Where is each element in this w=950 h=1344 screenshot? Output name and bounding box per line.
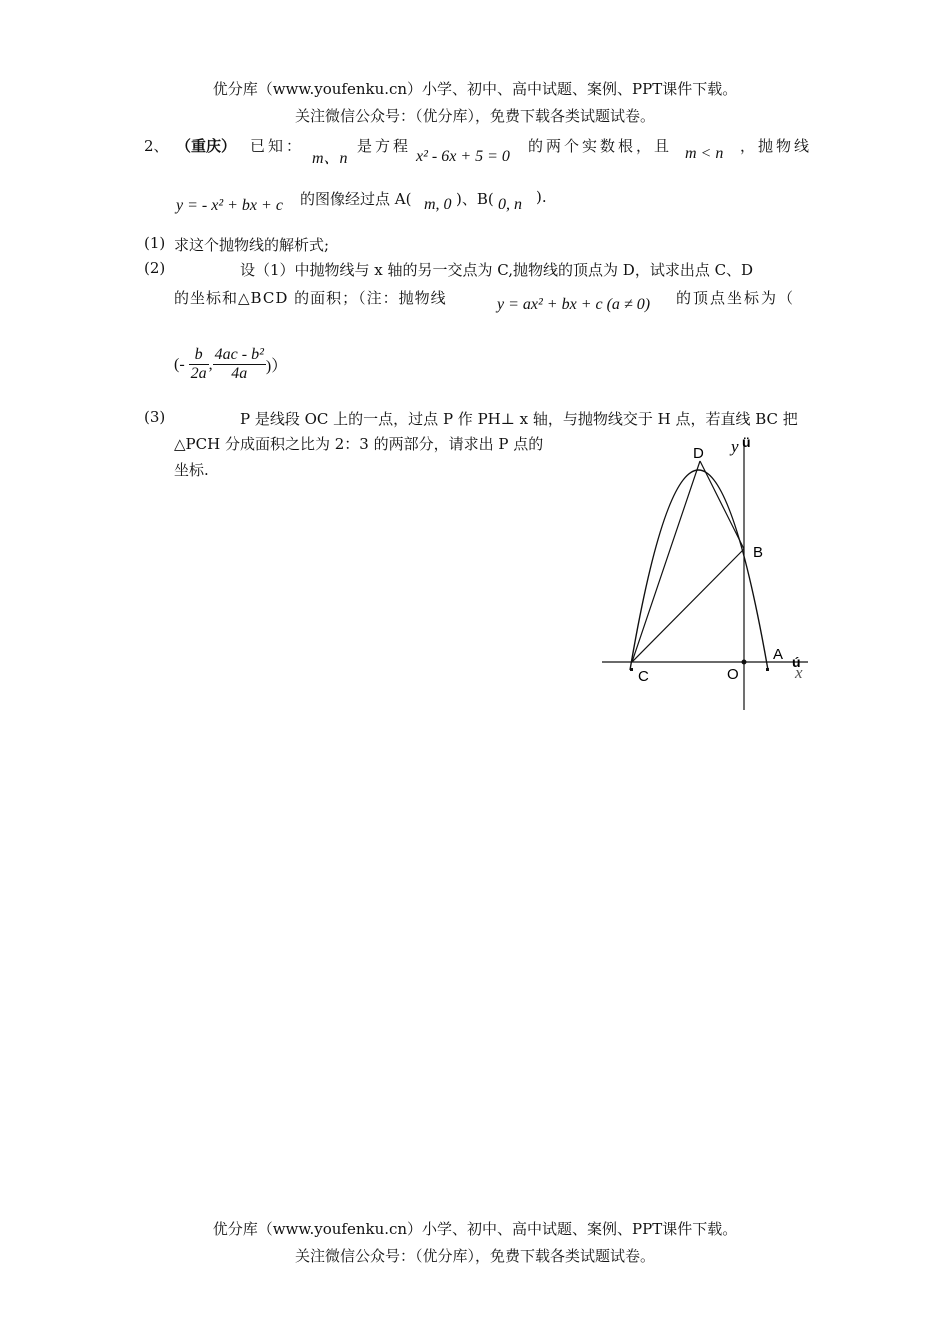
problem-point-b: 0, n (498, 196, 522, 213)
part-3-label: (3) (144, 408, 166, 426)
part-3-line-2: △PCH 分成面积之比为 2：3 的两部分，请求出 P 点的 (174, 435, 544, 453)
problem-vars-mn: m、n (312, 150, 348, 167)
problem-condition: m < n (685, 145, 724, 162)
problem-intro-a: 已知： (250, 137, 305, 155)
label-y-axis: y (731, 437, 739, 456)
problem-intro-d: ，抛物线 (740, 137, 813, 155)
problem-intro-b: 是方程 (357, 137, 412, 155)
part-3-line-3: 坐标. (174, 461, 209, 479)
vertex-frac1-den: 2a (190, 365, 207, 382)
vertex-frac2-den: 4a (231, 365, 248, 382)
label-d: D (693, 445, 704, 462)
vertex-open: (- (174, 355, 185, 373)
footer-line-1: 优分库（www.youfenku.cn）小学、初中、高中试题、案例、PPT课件下载。 (212, 1220, 738, 1238)
parabola-curve (630, 470, 768, 670)
part-1-label: (1) (144, 234, 166, 252)
origin-point (742, 660, 747, 665)
part-2-line-2b: 的顶点坐标为（ (676, 289, 796, 307)
part-2-label: (2) (144, 259, 166, 277)
label-y-glyph: ü (742, 434, 751, 450)
header-line-2: 关注微信公众号：（优分库），免费下载各类试题试卷。 (294, 107, 655, 125)
point-c-marker (630, 668, 633, 671)
point-a-marker (766, 668, 769, 671)
problem-intro-e: 的图像经过点 A( (300, 190, 412, 208)
problem-point-a: m, 0 (424, 196, 452, 213)
problem-number: 2、 (144, 137, 169, 155)
vertex-frac2-num: 4ac - b² (214, 346, 264, 363)
part-2-line-2a: 的坐标和△BCD 的面积；（注：抛物线 (174, 289, 447, 307)
problem-parabola: y = - x² + bx + c (176, 197, 283, 214)
part-2-line-1: 设（1）中抛物线与 x 轴的另一交点为 C,抛物线的顶点为 D，试求出点 C、D (240, 261, 754, 279)
label-x-glyph: ú (792, 654, 801, 670)
segment-db (700, 461, 744, 549)
problem-intro-c: 的两个实数根，且 (528, 137, 673, 155)
vertex-comma: , (208, 355, 213, 373)
header-line-1: 优分库（www.youfenku.cn）小学、初中、高中试题、案例、PPT课件下载。 (212, 80, 738, 98)
vertex-frac1-num: b (189, 346, 209, 365)
vertex-close: )） (265, 358, 288, 375)
label-o: O (727, 666, 739, 683)
problem-intro-f: )、B( (456, 190, 494, 208)
label-b: B (753, 544, 764, 561)
label-c: C (638, 668, 649, 685)
footer-line-2: 关注微信公众号：（优分库），免费下载各类试题试卷。 (294, 1247, 655, 1265)
problem-intro-g: ). (536, 188, 547, 206)
label-a: A (773, 646, 784, 663)
segment-cd (632, 461, 700, 662)
label-x-axis: x (795, 663, 803, 682)
segment-cb (632, 549, 744, 662)
problem-source: （重庆） (176, 137, 237, 155)
part-2-formula: y = ax² + bx + c (a ≠ 0) (497, 296, 651, 313)
part-1-text: 求这个抛物线的解析式; (174, 236, 330, 254)
problem-equation: x² - 6x + 5 = 0 (416, 148, 510, 165)
part-3-line-1: P 是线段 OC 上的一点，过点 P 作 PH⊥ x 轴，与抛物线交于 H 点，若直线 BC 把 (240, 410, 798, 428)
